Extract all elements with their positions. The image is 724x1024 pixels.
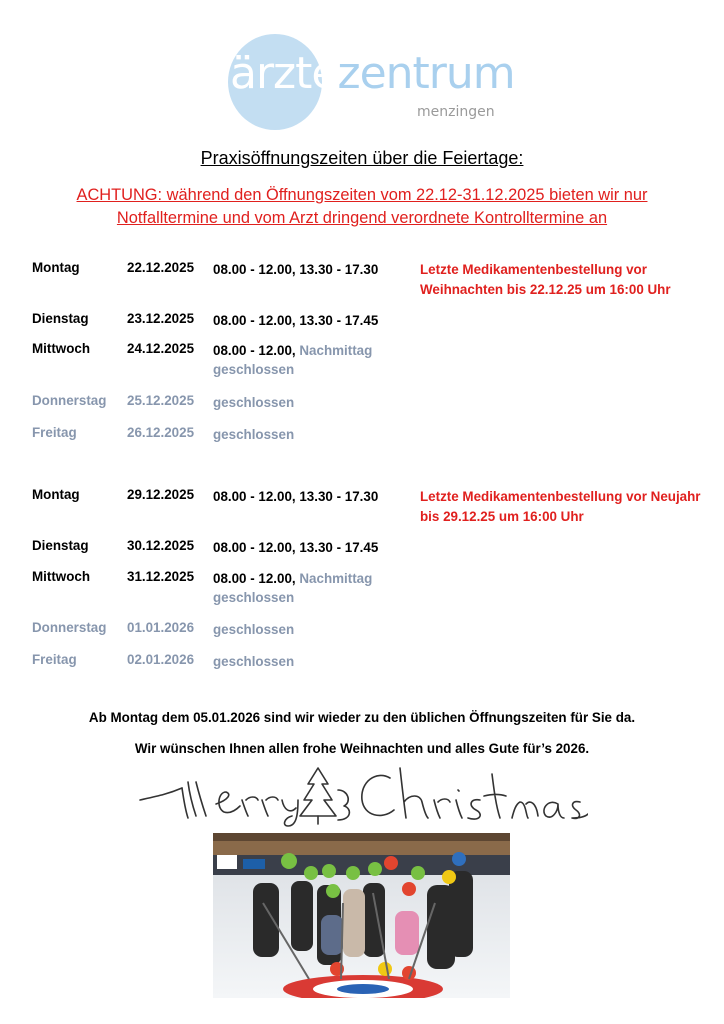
hours-label: geschlossen [213, 622, 295, 637]
date-label: 01.01.2026 [127, 620, 195, 635]
hours-label: 08.00 - 12.00, Nachmittag geschlossen [213, 343, 373, 377]
hours-label: 08.00 - 12.00, 13.30 - 17.45 [213, 313, 379, 328]
day-label: Montag [32, 487, 80, 502]
date-label: 30.12.2025 [127, 538, 195, 553]
holiday-wishes: Wir wünschen Ihnen allen frohe Weihnachten und alles Gute für’s 2026. [134, 741, 590, 756]
hours-label: 08.00 - 12.00, 13.30 - 17.45 [213, 540, 379, 555]
hours-label: geschlossen [213, 654, 295, 669]
day-label: Donnerstag [32, 620, 107, 635]
day-label: Dienstag [32, 311, 89, 326]
hours-label: geschlossen [213, 395, 295, 410]
warning-notice: ACHTUNG: während den Öffnungszeiten vom 22.12-31.12.2025 bieten wir nur Notfalltermine und vom Arzt dringend verordnete Kontrolltermine an [76, 186, 648, 227]
logo-location: menzingen [417, 104, 495, 120]
medication-note: Letzte Medikamentenbestellung vor Neujahr bis 29.12.25 um 16:00 Uhr [420, 489, 701, 524]
merry-christmas-lettering [138, 760, 588, 830]
date-label: 26.12.2025 [127, 425, 195, 440]
date-label: 24.12.2025 [127, 341, 195, 356]
date-label: 22.12.2025 [127, 260, 195, 275]
day-label: Freitag [32, 652, 77, 667]
day-label: Mittwoch [32, 569, 91, 584]
logo-wordmark: ärztezentrum [230, 48, 515, 99]
hours-label: 08.00 - 12.00, 13.30 - 17.30 [213, 489, 379, 504]
date-label: 23.12.2025 [127, 311, 195, 326]
clinic-logo [224, 30, 514, 135]
medication-note: Letzte Medikamentenbestellung vor Weihnachten bis 22.12.25 um 16:00 Uhr [420, 262, 671, 297]
date-label: 29.12.2025 [127, 487, 195, 502]
team-photo [213, 833, 510, 998]
day-label: Montag [32, 260, 80, 275]
reopening-note: Ab Montag dem 05.01.2026 sind wir wieder zu den üblichen Öffnungszeiten für Sie da. [88, 710, 636, 725]
day-label: Dienstag [32, 538, 89, 553]
hours-label: geschlossen [213, 427, 295, 442]
date-label: 02.01.2026 [127, 652, 195, 667]
date-label: 31.12.2025 [127, 569, 195, 584]
date-label: 25.12.2025 [127, 393, 195, 408]
hours-label: 08.00 - 12.00, 13.30 - 17.30 [213, 262, 379, 277]
hours-label: 08.00 - 12.00, Nachmittag geschlossen [213, 571, 373, 605]
day-label: Mittwoch [32, 341, 91, 356]
day-label: Freitag [32, 425, 77, 440]
day-label: Donnerstag [32, 393, 107, 408]
page-title: Praxisöffnungszeiten über die Feiertage: [200, 148, 524, 168]
